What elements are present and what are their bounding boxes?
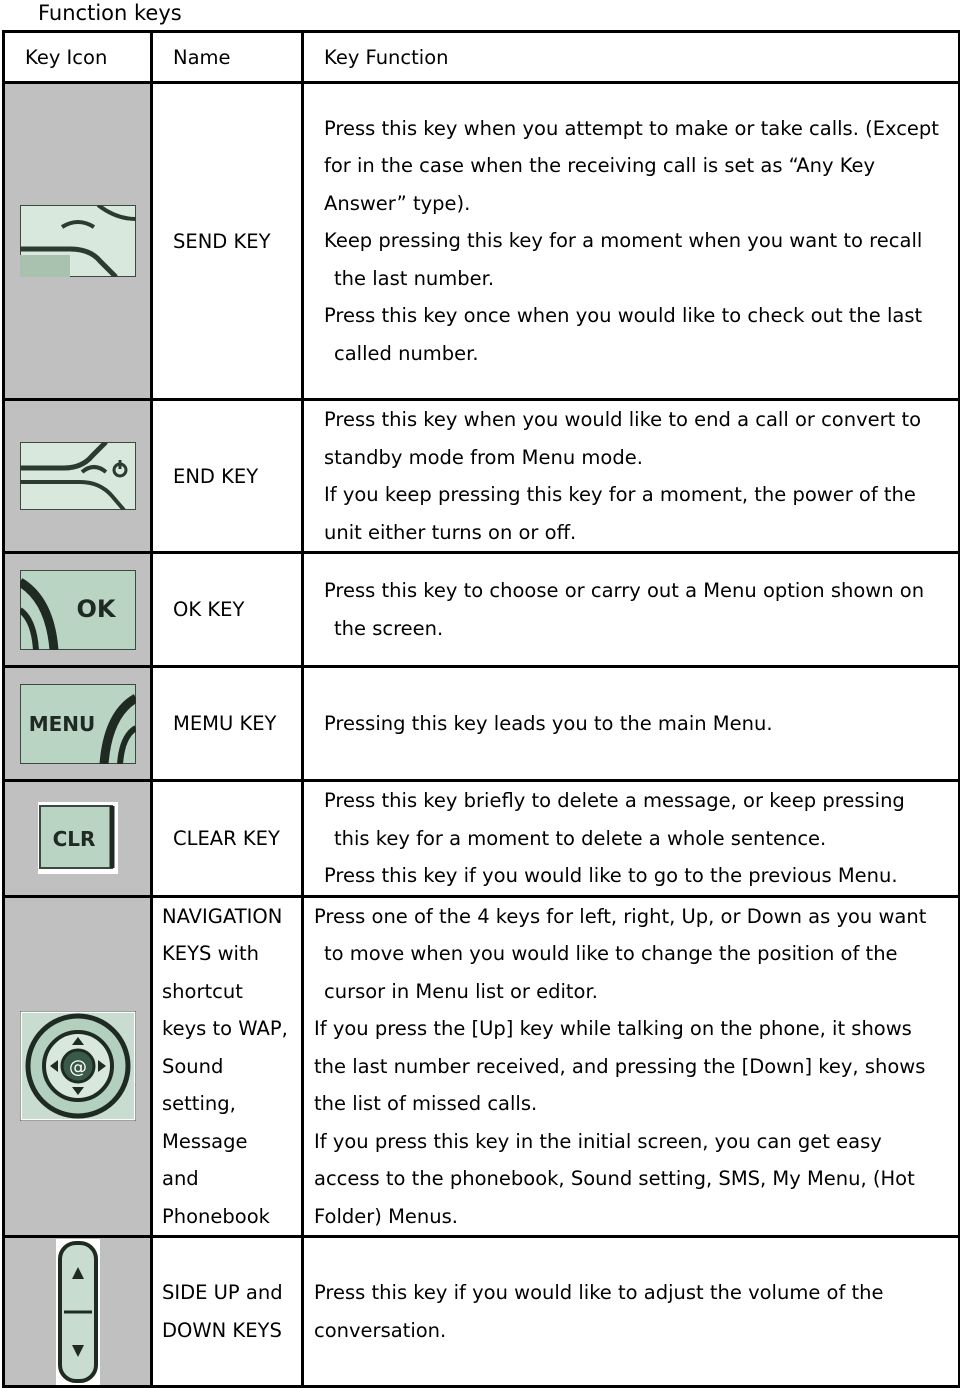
key-name-line: keys to WAP, xyxy=(162,1017,288,1040)
key-function-cell xyxy=(303,400,960,553)
svg-text:@: @ xyxy=(68,1057,87,1079)
function-line: for in the case when the receiving call is set as “Any Key xyxy=(324,154,876,178)
key-function-cell xyxy=(303,667,960,781)
key-name-cell xyxy=(152,781,303,897)
ok-key-icon xyxy=(20,570,136,650)
function-line: Answer” type). xyxy=(324,191,471,215)
function-line: cursor in Menu list or editor. xyxy=(324,979,598,1003)
key-name-cell xyxy=(152,83,303,400)
function-line: Keep pressing this key for a moment when you want to recall xyxy=(324,229,923,253)
key-name-cell xyxy=(152,1237,303,1387)
key-name-line: setting, xyxy=(162,1092,236,1115)
function-line: If you press this key in the initial screen, you can get easy xyxy=(314,1129,882,1153)
key-function-cell xyxy=(303,553,960,667)
function-line: If you press the [Up] key while talking on the phone, it shows xyxy=(314,1017,912,1040)
function-line: Press one of the 4 keys for left, right, Up, or Down as you want xyxy=(314,904,927,928)
menu-key-icon xyxy=(20,684,136,764)
key-name-line: CLEAR KEY xyxy=(173,826,280,850)
side-up-down-key-icon xyxy=(56,1239,100,1385)
key-name-line: Phonebook xyxy=(162,1204,270,1228)
icon-cell xyxy=(4,781,152,897)
ok-key-label: OK xyxy=(76,594,115,623)
key-name-cell xyxy=(152,896,303,1237)
navigation-key-icon xyxy=(20,1011,136,1121)
function-line: Pressing this key leads you to the main Menu. xyxy=(324,711,773,735)
key-function-cell xyxy=(303,896,960,1237)
key-name-line: END KEY xyxy=(173,464,259,488)
table-row xyxy=(4,83,960,400)
function-line: called number. xyxy=(334,341,479,365)
key-name-line: DOWN KEYS xyxy=(162,1318,282,1342)
key-name-line: Sound xyxy=(162,1054,224,1078)
key-name-line: KEYS with xyxy=(162,942,259,965)
column-header-key-icon: Key Icon xyxy=(4,32,152,83)
key-name-line: SIDE UP and xyxy=(162,1281,283,1304)
key-function-cell xyxy=(303,1237,960,1387)
end-key-icon xyxy=(20,442,136,510)
key-name-cell xyxy=(152,400,303,553)
key-name-line: and xyxy=(162,1167,199,1190)
table-row xyxy=(4,896,960,1237)
icon-cell xyxy=(4,553,152,667)
table-row xyxy=(4,667,960,781)
icon-cell xyxy=(4,400,152,553)
column-header-key-function: Key Function xyxy=(303,32,960,83)
key-name-line: Message xyxy=(162,1129,248,1153)
function-line: Press this key briefly to delete a message, or keep pressing xyxy=(324,789,905,812)
function-line: Press this key when you attempt to make or take calls. (Except xyxy=(324,116,939,140)
icon-cell xyxy=(4,1237,152,1387)
function-line: Press this key if you would like to go to the previous Menu. xyxy=(324,864,898,887)
function-line: conversation. xyxy=(314,1318,447,1342)
table-row xyxy=(4,1237,960,1387)
table-row xyxy=(4,400,960,553)
key-name-cell xyxy=(152,667,303,781)
function-line: Press this key to choose or carry out a Menu option shown on xyxy=(324,579,925,602)
function-line: the list of missed calls. xyxy=(314,1092,538,1115)
function-keys-table xyxy=(2,30,960,1388)
function-line: Folder) Menus. xyxy=(314,1204,458,1228)
function-line: Press this key when you would like to end a call or convert to xyxy=(324,408,922,431)
function-line: to move when you would like to change the position of the xyxy=(324,942,898,965)
icon-cell xyxy=(4,667,152,781)
menu-key-label: MENU xyxy=(28,711,95,736)
function-line: Press this key once when you would like to check out the last xyxy=(324,304,923,328)
function-line: If you keep pressing this key for a moment, the power of the xyxy=(324,483,916,506)
function-line: the last number received, and pressing the [Down] key, shows xyxy=(314,1054,926,1078)
clear-key-icon xyxy=(38,802,118,874)
key-name-line: shortcut xyxy=(162,979,243,1003)
key-name-line: SEND KEY xyxy=(173,229,271,253)
function-line: the screen. xyxy=(334,616,444,640)
key-name-cell xyxy=(152,553,303,667)
function-line: the last number. xyxy=(334,266,495,290)
icon-cell xyxy=(4,83,152,400)
column-header-name: Name xyxy=(152,32,303,83)
section-heading: Function keys xyxy=(38,1,182,25)
clear-key-label: CLR xyxy=(52,827,95,852)
icon-cell xyxy=(4,896,152,1237)
table-header-row xyxy=(4,32,960,83)
function-line: standby mode from Menu mode. xyxy=(324,445,643,469)
key-name-line: MEMU KEY xyxy=(173,712,277,735)
function-line: this key for a moment to delete a whole sentence. xyxy=(334,826,827,850)
table-row xyxy=(4,781,960,897)
table-row xyxy=(4,553,960,667)
function-line: access to the phonebook, Sound setting, SMS, My Menu, (Hot xyxy=(314,1167,915,1190)
key-name-line: NAVIGATION xyxy=(162,904,283,928)
key-function-cell xyxy=(303,83,960,400)
key-name-line: OK KEY xyxy=(173,598,245,621)
function-line: Press this key if you would like to adjust the volume of the xyxy=(314,1281,884,1304)
function-line: unit either turns on or off. xyxy=(324,520,577,544)
key-function-cell xyxy=(303,781,960,897)
send-key-icon xyxy=(20,205,136,277)
